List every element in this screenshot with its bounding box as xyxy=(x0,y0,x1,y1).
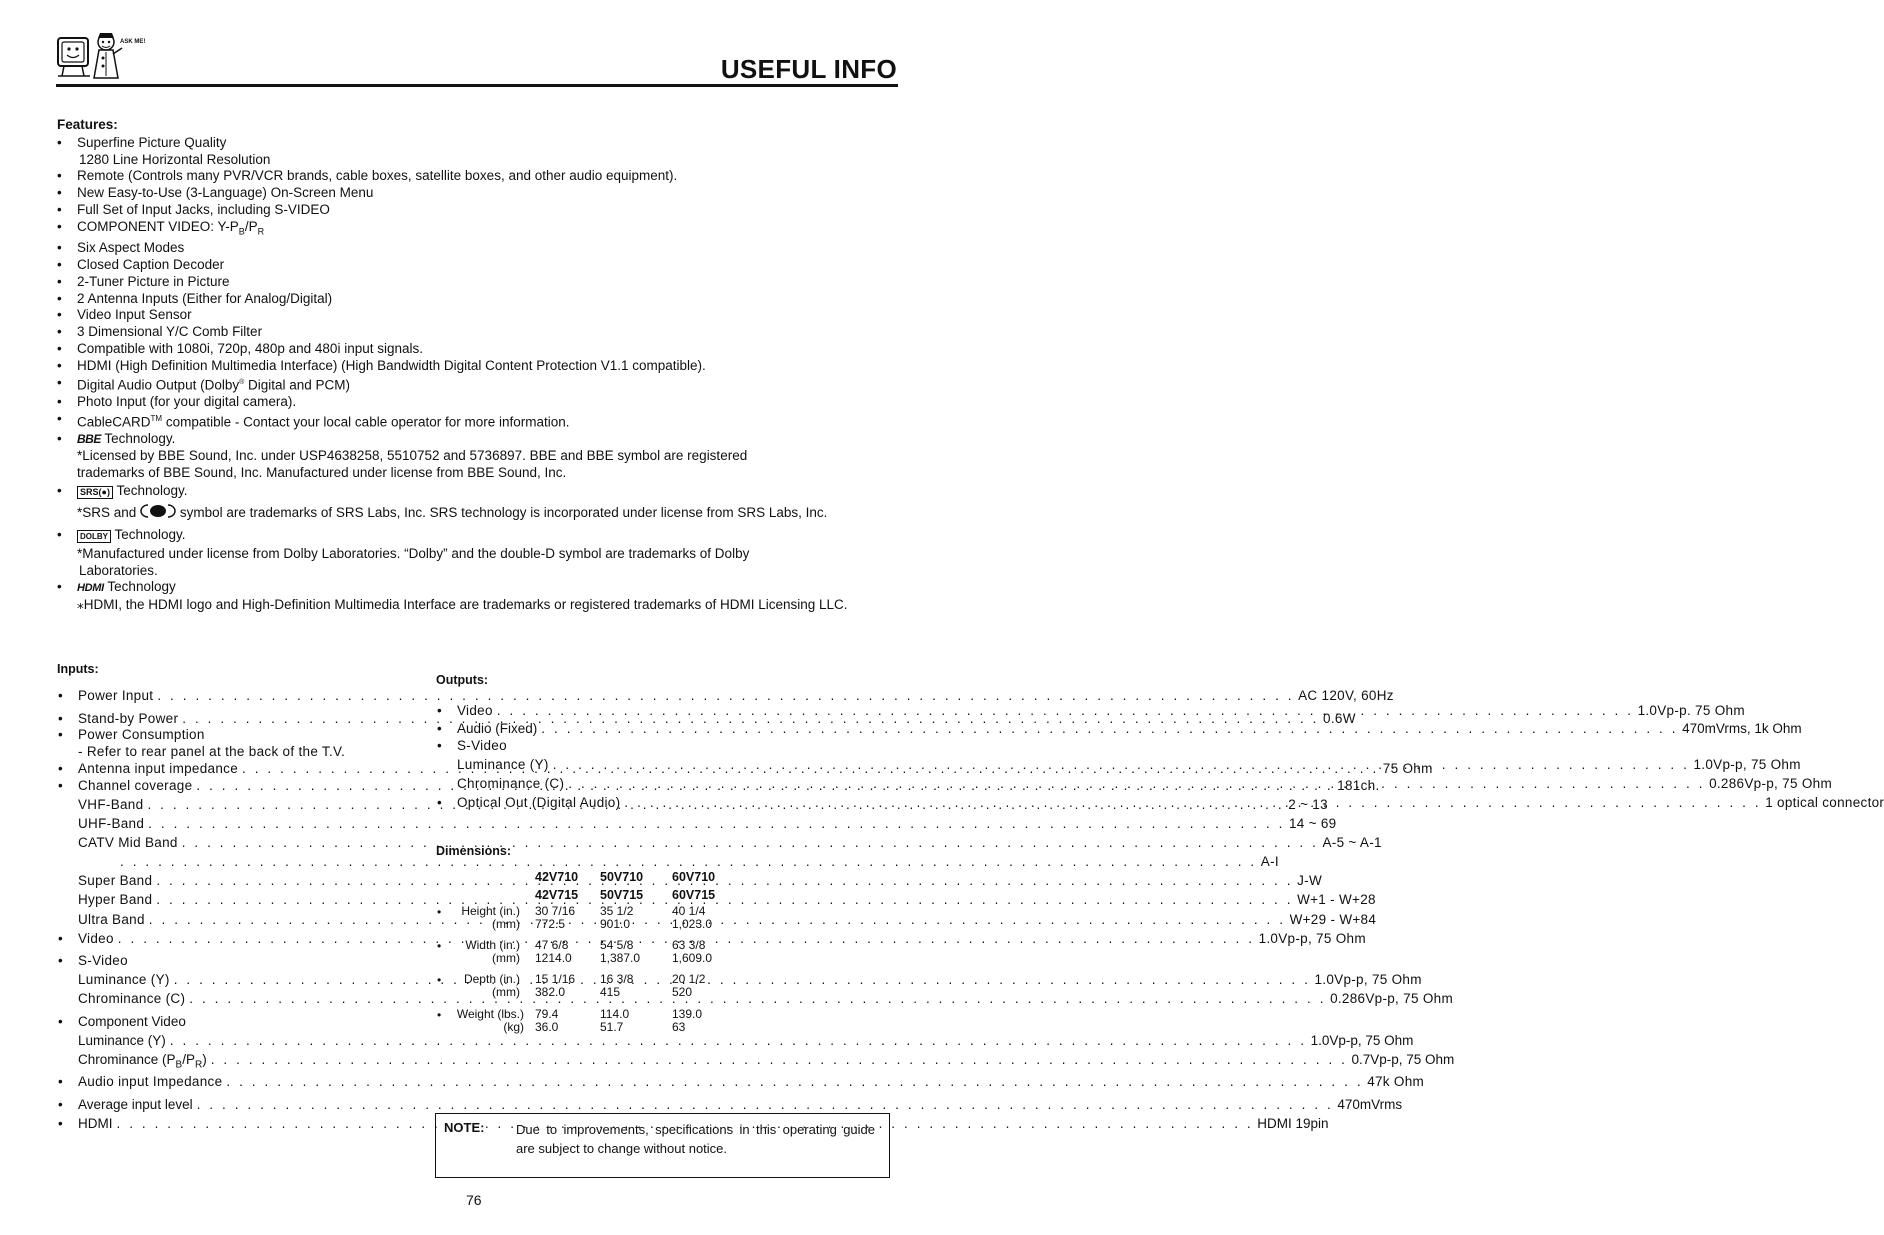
spec-row: Super Band . . . J-W xyxy=(78,873,400,888)
outputs-heading: Outputs: xyxy=(436,673,489,687)
spec-row: Luminance (Y) . . . 1.0Vp-p, 75 Ohm xyxy=(457,757,877,772)
spec-row: Luminance (Y) . . . 1.0Vp-p, 75 Ohm xyxy=(78,972,400,987)
list-item: • 2-Tuner Picture in Picture xyxy=(57,274,907,291)
spec-row: Audio (Fixed) . . . 470mVrms, 1k Ohm xyxy=(457,721,877,736)
list-item-hdmi: • HDMI Technology xyxy=(57,579,907,597)
spec-row: Video . . . 1.0Vp-p, 75 Ohm xyxy=(78,931,400,946)
dolby-digital-logo-icon: DOLBY xyxy=(77,530,111,543)
spec-row: S-Video xyxy=(78,953,128,968)
list-item: • Remote (Controls many PVR/VCR brands, cable boxes, satellite boxes, and other audio equipment). xyxy=(57,168,907,185)
model-header: 50V710 50V715 xyxy=(600,870,644,902)
spec-row: Optical Out (Digital Audio) . . . 1 optical connector xyxy=(457,795,877,810)
list-item: • Video Input Sensor xyxy=(57,307,907,324)
srs-logo-icon: SRS(●) xyxy=(77,486,113,499)
model-header: 60V710 60V715 xyxy=(672,870,716,902)
list-item: • COMPONENT VIDEO: $Y-P_B/P_R$ xyxy=(57,219,907,240)
model-header: 42V710 42V715 xyxy=(535,870,579,902)
list-item: • Closed Caption Decoder xyxy=(57,257,907,274)
spec-row: UHF-Band . . . 14 ~ 69 xyxy=(78,816,400,831)
spec-row: Chrominance $(P_B/P_R)$ . . . 0.7Vp-p, 75 Ohm xyxy=(78,1052,400,1071)
hdmi-logo-icon: HDMI xyxy=(77,582,104,595)
list-item-sub: 1280 Line Horizontal Resolution xyxy=(79,151,271,167)
spec-row: Chrominance (C) . . . 0.286Vp-p, 75 Ohm xyxy=(457,776,877,791)
spec-row: S-Video xyxy=(457,738,507,753)
list-item-srs: • SRS(●) Technology. xyxy=(57,483,907,500)
spec-row: Stand-by Power . . . 0.6W xyxy=(78,711,400,726)
list-item: • 3 Dimensional Y/C Comb Filter xyxy=(57,324,907,341)
svg-text:ASK ME!: ASK ME! xyxy=(120,39,146,45)
features-heading: Features: xyxy=(57,117,118,132)
list-item: • HDMI (High Definition Multimedia Interface) (High Bandwidth Digital Content Protection V1.1 compatible). xyxy=(57,358,907,375)
spec-row: Audio input Impedance . . . 47k Ohm xyxy=(78,1074,400,1089)
spec-row: Channel coverage . . . 181ch. xyxy=(78,778,400,793)
hdmi-note: ⁎HDMI, the HDMI logo and High-Definition Multimedia Interface are trademarks or registered trademarks of HDMI Licensing LLC. xyxy=(77,597,848,613)
note-label: NOTE: xyxy=(444,1120,485,1135)
spec-row: CATV Mid Band . . . A-5 ~ A-1 xyxy=(78,835,400,850)
spec-row: Power Consumption xyxy=(78,727,205,742)
bbe-logo-icon: BBE xyxy=(77,432,101,447)
list-item: • Six Aspect Modes xyxy=(57,240,907,257)
spec-note: - Refer to rear panel at the back of the T.V. xyxy=(78,744,346,759)
spec-row: Video . . . 1.0Vp-p. 75 Ohm xyxy=(457,703,877,718)
list-item-dolby: • DOLBY Technology. xyxy=(57,527,907,544)
spec-row: Power Input . . . AC 120V, 60Hz xyxy=(78,688,400,703)
features-list xyxy=(57,135,907,614)
list-item: • Superfine Picture Quality xyxy=(57,135,907,152)
spec-row: Luminance (Y) . . . 1.0Vp-p, 75 Ohm xyxy=(78,1033,400,1048)
list-item: • Full Set of Input Jacks, including S-VIDEO xyxy=(57,202,907,219)
list-item: • Compatible with 1080i, 720p, 480p and 480i input signals. xyxy=(57,341,907,358)
features-section xyxy=(57,117,907,614)
page-title: USEFUL INFO xyxy=(720,54,897,84)
ask-me-tv-mascot-icon xyxy=(56,28,146,84)
spec-row: Component Video xyxy=(78,1014,186,1029)
spec-row: VHF-Band . . . 2 ~ 13 xyxy=(78,797,400,812)
spec-row: Chrominance (C) . . . 0.286Vp-p, 75 Ohm xyxy=(78,991,400,1006)
list-item: • CableCARD™ compatible - Contact your local cable operator for more information. xyxy=(57,411,907,431)
list-item: • 2 Antenna Inputs (Either for Analog/Digital) xyxy=(57,291,907,308)
spec-row: HDMI . . . HDMI 19pin xyxy=(78,1116,400,1131)
spec-row: Average input level . . . 470mVrms xyxy=(78,1097,400,1112)
inputs-heading: Inputs: xyxy=(57,662,99,676)
list-item: • New Easy-to-Use (3-Language) On-Screen Menu xyxy=(57,185,907,202)
list-item-bbe: • BBE Technology. xyxy=(57,431,907,448)
list-item: • Photo Input (for your digital camera). xyxy=(57,394,907,411)
page-number: 76 xyxy=(466,1192,482,1208)
bbe-note: *Licensed by BBE Sound, Inc. under USP4638258, 5510752 and 5736897. BBE and BBE symbol are registered trademarks of BBE Sound, Inc. Manufactured under license from BBE Sound, Inc. xyxy=(77,447,748,480)
note-text: Due to improvements, specifications in this operating guide are subject to change without notice. xyxy=(516,1122,875,1156)
spec-row: Hyper Band . . . W+1 - W+28 xyxy=(78,892,400,907)
spec-row: Antenna input impedance . . . 75 Ohm xyxy=(78,761,400,776)
srs-note: *SRS and symbol are trademarks of SRS Labs, Inc. SRS technology is incorporated under license from SRS Labs, Inc. xyxy=(57,503,907,524)
header-divider xyxy=(56,84,898,87)
spec-row: . . . A-I xyxy=(120,854,400,869)
dimensions-heading: Dimensions: xyxy=(436,844,512,858)
list-item: • Digital Audio Output (Dolby® Digital and PCM) xyxy=(57,375,907,394)
spec-row: Ultra Band . . . W+29 - W+84 xyxy=(78,912,400,927)
dolby-note: *Manufactured under license from Dolby Laboratories. “Dolby” and the double-D symbol are trademarks of Dolby Laboratories. xyxy=(77,545,750,578)
srs-circle-logo-icon xyxy=(140,503,176,524)
